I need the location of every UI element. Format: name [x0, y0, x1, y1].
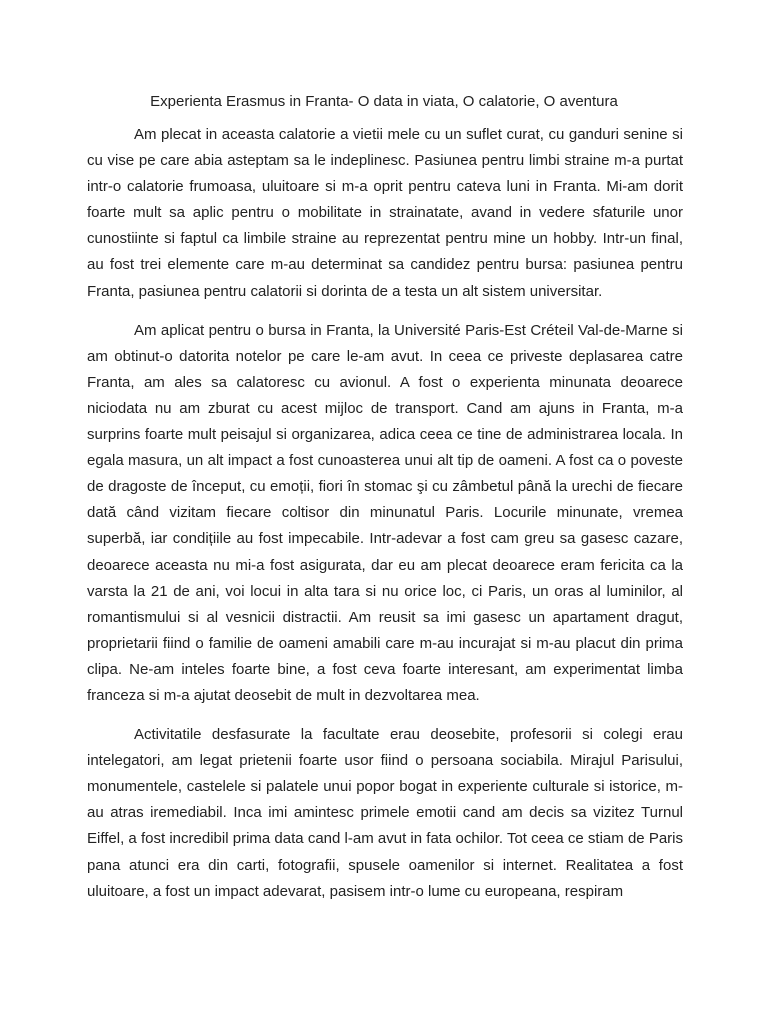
document-body: [87, 122, 683, 918]
paragraph: Am aplicat pentru o bursa in Franta, la Université Paris-Est Créteil Val-de-Marne si am obtinut-o datorita notelor pe care le-am avut. In ceea ce priveste deplasarea catre Franta, am ales sa calatoresc cu avionul. A fost o experienta minunata deoarece niciodata nu am zburat cu acest mijloc de transport. Cand am ajuns in Franta, m-a surprins foarte mult peisajul si organizarea, adica ceea ce tine de administrarea locala. In egala masura, un alt impact a fost cunoasterea unui alt tip de oameni. A fost ca o poveste de dragoste de început, cu emoții, fiori în stomac şi cu zâmbetul până la urechi de fiecare dată când vizitam fiecare coltisor din minunatul Paris. Locurile minunate, vremea superbă, iar condițiile au fost impecabile. Intr-adevar a fost cam greu sa gasesc cazare, deoarece aceasta nu mi-a fost asigurata, dar eu am plecat deoarece eram fericita ca la varsta la 21 de ani, voi locui in alta tara si nu orice loc, ci Paris, un oras al luminilor, al romantismului si al vesnicii distractii. Am reusit sa imi gasesc un apartament dragut, proprietarii fiind o familie de oameni amabili care m-au incurajat si m-au placut din prima clipa. Ne-am inteles foarte bine, a fost ceva foarte interesant, am experimentat limba franceza si m-a ajutat deosebit de mult in dezvoltarea mea.: [87, 321, 683, 704]
paragraph: Activitatile desfasurate la facultate erau deosebite, profesorii si colegi erau intelegatori, am legat prietenii foarte usor fiind o persoana sociabila. Mirajul Parisului, monumentele, castelele si palatele unui popor bogat in experiente culturale si istorice, m-au atras iremediabil. Inca imi amintesc primele emotii cand am decis sa vizitez Turnul Eiffel, a fost incredibil prima data cand l-am avut in fata ochilor. Tot ceea ce stiam de Paris pana atunci era din carti, fotografii, spusele oamenilor si internet. Realitatea a fost uluitoare, a fost un impact adevarat, pasisem intr-o lume cu europeana, respiram: [87, 726, 683, 900]
paragraph: Am plecat in aceasta calatorie a vietii mele cu un suflet curat, cu ganduri senine si cu vise pe care abia asteptam sa le indeplinesc. Pasiunea pentru limbi straine m-a purtat intr-o calatorie frumoasa, uluitoare si m-a oprit pentru cateva luni in Franta. Mi-am dorit foarte mult sa aplic pentru o mobilitate in strainatate, avand in vedere sfaturile unor cunostiinte si faptul ca limbile straine au reprezentat pentru mine un hobby. Intr-un final, au fost trei elemente care m-au determinat sa candidez pentru bursa: pasiunea pentru Franta, pasiunea pentru calatorii si dorinta de a testa un alt sistem universitar.: [87, 126, 683, 300]
document-title: Experienta Erasmus in Franta- O data in viata, O calatorie, O aventura: [150, 93, 618, 110]
